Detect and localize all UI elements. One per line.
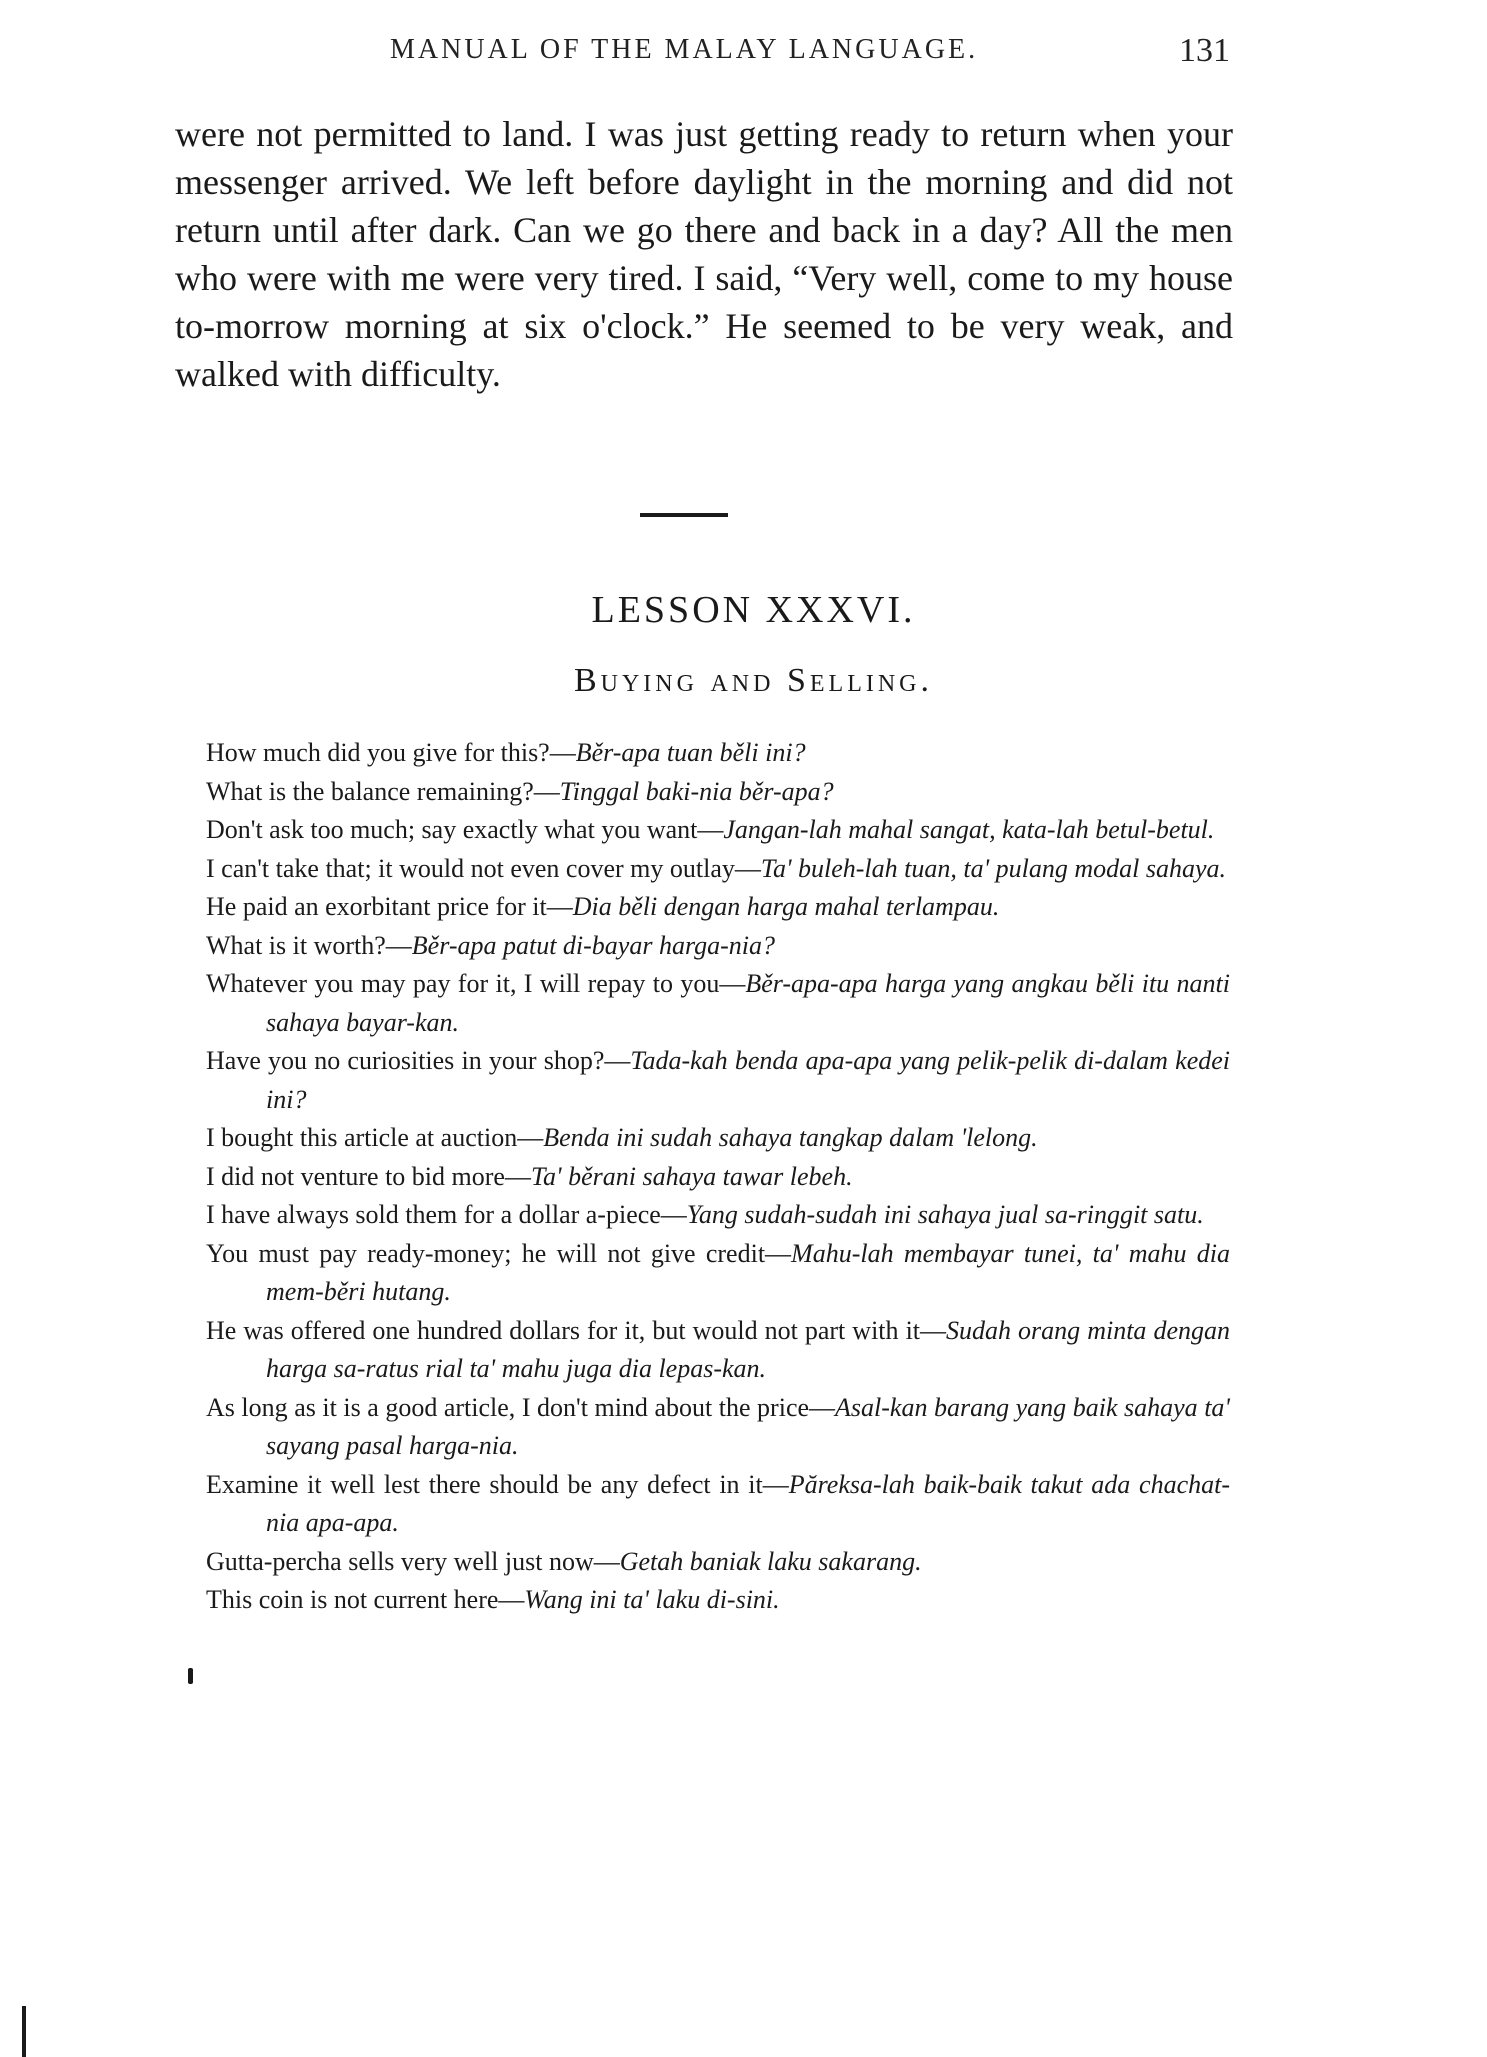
phrase-english: You must pay ready-money; he will not give credit— [206, 1238, 792, 1268]
phrase-malay: Asal-kan barang yang baik sahaya ta' sayang pasal harga-nia. [266, 1392, 1230, 1460]
phrase-item [206, 1158, 1230, 1197]
phrase-english: Gutta-percha sells very well just now— [206, 1546, 620, 1576]
phrase-malay: Běr-apa patut di-bayar harga-nia? [411, 930, 775, 960]
phrase-english: I did not venture to bid more— [206, 1161, 531, 1191]
phrase-malay: Benda ini sudah sahaya tangkap dalam 'lelong. [543, 1123, 1038, 1152]
phrase-item [206, 1235, 1230, 1312]
phrase-malay: Ta' běrani sahaya tawar lebeh. [530, 1161, 853, 1191]
phrase-list [208, 734, 1230, 1620]
phrase-malay: Tinggal baki-nia běr-apa? [559, 776, 834, 806]
phrase-english: What is the balance remaining?— [206, 776, 560, 806]
phrase-english: He paid an exorbitant price for it— [206, 892, 573, 921]
phrase-malay: Getah baniak laku sakarang. [619, 1546, 922, 1576]
phrase-item [206, 1543, 1230, 1582]
phrase-english: Don't ask too much; say exactly what you want— [206, 815, 724, 844]
phrase-malay: Jangan-lah mahal sangat, kata-lah betul-betul. [723, 815, 1215, 844]
phrase-item [206, 1196, 1230, 1235]
phrase-item [206, 811, 1230, 850]
lesson-subtitle: Buying and Selling. [573, 662, 934, 699]
phrase-item [206, 1466, 1230, 1543]
phrase-malay: Běr-apa-apa harga yang angkau běli itu nanti sahaya bayar-kan. [266, 969, 1230, 1037]
page-edge-mark [22, 2006, 26, 2057]
phrase-english: He was offered one hundred dollars for it, but would not part with it— [206, 1315, 947, 1345]
phrase-english: Whatever you may pay for it, I will repay to you— [206, 969, 746, 998]
phrase-malay: Sudah orang minta dengan harga sa-ratus rial ta' mahu juga dia lepas-kan. [266, 1315, 1230, 1383]
phrase-malay: Mahu-lah membayar tunei, ta' mahu dia mem-běri hutang. [266, 1238, 1230, 1306]
phrase-item [206, 1389, 1230, 1466]
phrase-item [206, 850, 1230, 889]
phrase-malay: Tada-kah benda apa-apa yang pelik-pelik di-dalam kedei ini? [266, 1046, 1230, 1114]
phrase-item [206, 1042, 1230, 1119]
running-header [210, 34, 1230, 74]
intro-text: were not permitted to land. I was just getting ready to return when your messenger arrived. We left before daylight in the morning and did not return until after dark. Can we go there and back in a day? All the men who were with me were very tired. I said, “Very well, come to my house to-morrow morning at six o'clock.” He seemed to be very weak, and walked with difficulty. [175, 114, 1233, 394]
phrase-english: Have you no curiosities in your shop?— [206, 1046, 631, 1075]
margin-mark [188, 1668, 193, 1684]
phrase-item [206, 734, 1230, 773]
phrase-item [206, 1581, 1230, 1620]
phrase-item [206, 1312, 1230, 1389]
phrase-malay: Běr-apa tuan běli ini? [575, 738, 806, 767]
phrase-item [206, 773, 1230, 812]
phrase-item [206, 1119, 1230, 1158]
intro-paragraph [175, 110, 1233, 398]
phrase-malay: Ta' buleh-lah tuan, ta' pulang modal sahaya. [760, 853, 1227, 883]
phrase-english: What is it worth?— [206, 930, 412, 960]
phrase-english: This coin is not current here— [206, 1585, 525, 1614]
lesson-title: LESSON XXXVI. [591, 589, 916, 631]
phrase-malay: Dia běli dengan harga mahal terlampau. [572, 892, 1000, 921]
running-title: MANUAL OF THE MALAY LANGUAGE. [390, 34, 979, 65]
phrase-malay: Wang ini ta' laku di-sini. [524, 1585, 780, 1614]
phrase-item [206, 888, 1230, 927]
phrase-english: Examine it well lest there should be any defect in it— [206, 1469, 789, 1499]
phrase-english: I bought this article at auction— [206, 1123, 544, 1152]
phrase-item [206, 927, 1230, 966]
phrase-english: I have always sold them for a dollar a-piece— [206, 1200, 687, 1229]
section-divider [640, 513, 728, 517]
phrase-malay: Păreksa-lah baik-baik takut ada chachat-nia apa-apa. [266, 1469, 1230, 1537]
page-number: 131 [1179, 32, 1230, 69]
phrase-english: I can't take that; it would not even cover my outlay— [206, 853, 761, 883]
phrase-malay: Yang sudah-sudah ini sahaya jual sa-ringgit satu. [686, 1200, 1204, 1229]
phrase-item [206, 965, 1230, 1042]
phrase-english: As long as it is a good article, I don't mind about the price— [206, 1392, 836, 1422]
phrase-english: How much did you give for this?— [206, 738, 576, 767]
